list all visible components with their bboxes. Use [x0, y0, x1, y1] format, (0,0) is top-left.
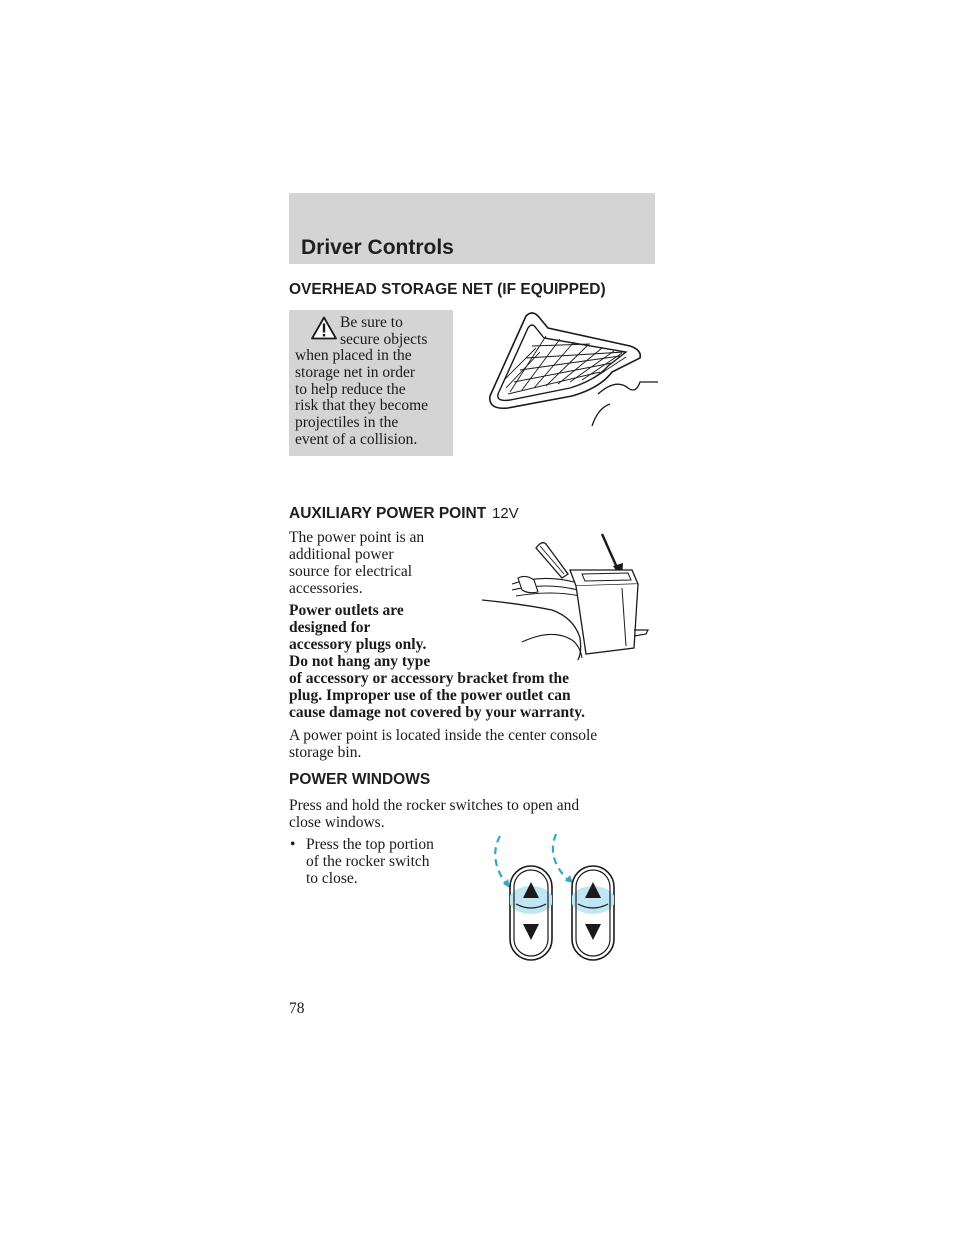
caution-text-line: designed for	[289, 619, 371, 636]
bullet-text-line: to close.	[306, 870, 358, 887]
body-text-line: A power point is located inside the center console	[289, 727, 598, 744]
warning-text-line: to help reduce the	[295, 381, 406, 398]
warning-text-line: projectiles in the	[295, 414, 399, 431]
warning-text-line: Be sure to	[340, 314, 403, 331]
page-title: Driver Controls	[301, 236, 454, 259]
warning-text-line: risk that they become	[295, 397, 428, 414]
power-windows-heading: POWER WINDOWS	[289, 771, 431, 788]
caution-text-line: Do not hang any type	[289, 653, 431, 670]
header-band	[289, 193, 655, 264]
warning-triangle-icon	[311, 316, 337, 340]
body-text-line: The power point is an	[289, 529, 425, 546]
bullet-marker: •	[290, 836, 296, 853]
power-point-heading: AUXILIARY POWER POINT	[289, 505, 487, 522]
caution-text-line: plug. Improper use of the power outlet can	[289, 687, 571, 704]
rocker-switch-icon	[571, 866, 615, 960]
body-text-line: Press and hold the rocker switches to open and	[289, 797, 580, 814]
warning-text-line: storage net in order	[295, 364, 416, 381]
page-number: 78	[289, 1000, 305, 1017]
storage-net-illustration	[480, 308, 660, 430]
caution-text-line: cause damage not covered by your warranty.	[289, 704, 586, 721]
warning-text-line: when placed in the	[295, 347, 412, 364]
warning-text-line: secure objects	[340, 331, 428, 348]
storage-net-heading: OVERHEAD STORAGE NET (IF EQUIPPED)	[289, 281, 606, 298]
rocker-switch-icon	[509, 866, 553, 960]
warning-box	[289, 310, 453, 456]
rocker-switch-illustration	[486, 832, 626, 964]
body-text-line: storage bin.	[289, 744, 362, 761]
body-text-line: additional power	[289, 546, 394, 563]
body-text-line: close windows.	[289, 814, 385, 831]
caution-text-line: accessory plugs only.	[289, 636, 427, 653]
caution-text-line: Power outlets are	[289, 602, 404, 619]
caution-text-line: of accessory or accessory bracket from the	[289, 670, 570, 687]
body-text-line: source for electrical	[289, 563, 413, 580]
warning-text-line: event of a collision.	[295, 431, 418, 448]
center-console-illustration	[482, 530, 650, 664]
body-text-line: accessories.	[289, 580, 363, 597]
bullet-text-line: of the rocker switch	[306, 853, 430, 870]
12v-symbol: 12V	[492, 505, 519, 522]
bullet-text-line: Press the top portion	[306, 836, 434, 853]
